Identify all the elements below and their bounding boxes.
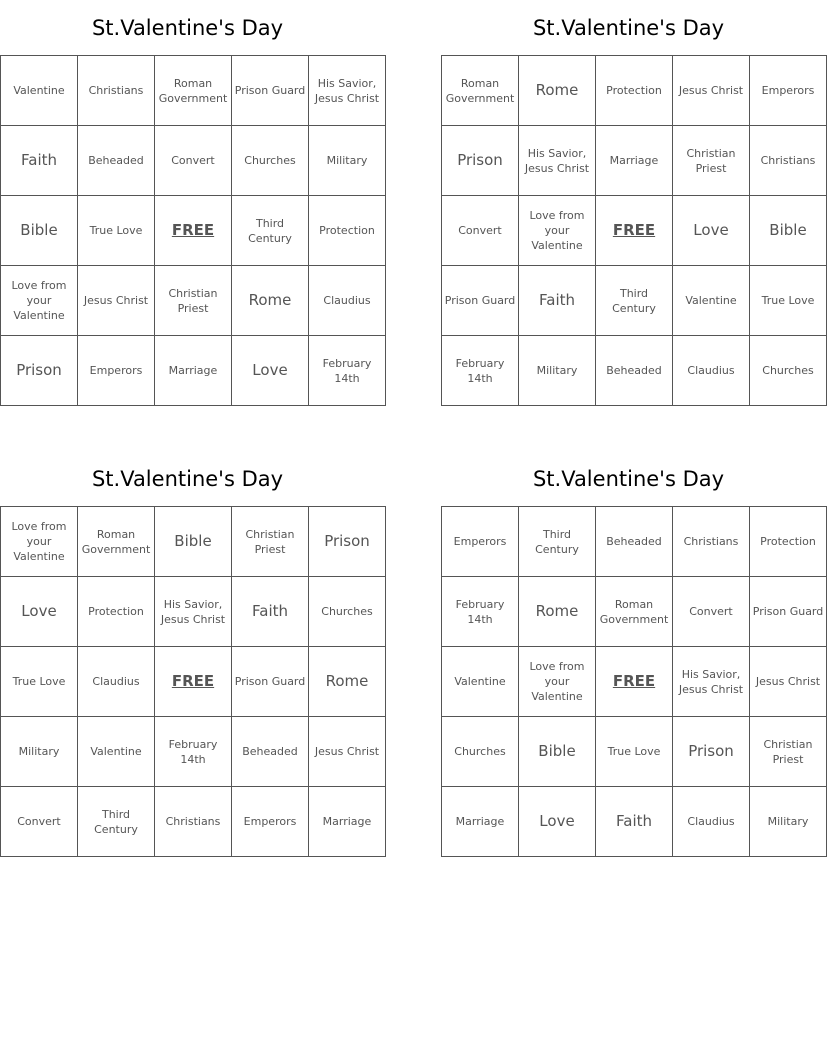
bingo-cell: Valentine [78, 717, 155, 787]
bingo-cell: Love [1, 577, 78, 647]
bingo-cell: His Savior, Jesus Christ [673, 647, 750, 717]
grid-row [442, 196, 827, 266]
bingo-cell: Third Century [519, 507, 596, 577]
grid-row [1, 196, 386, 266]
bingo-cell: Convert [442, 196, 519, 266]
bingo-cell: Military [309, 126, 386, 196]
grid-row [442, 787, 827, 857]
free-space-cell: FREE [155, 647, 232, 717]
bingo-cell: Christians [673, 507, 750, 577]
bingo-grid [0, 506, 386, 857]
bingo-cell: Emperors [232, 787, 309, 857]
bingo-cell: True Love [750, 266, 827, 336]
bingo-cell: Valentine [442, 647, 519, 717]
bingo-cell: Love from your Valentine [519, 196, 596, 266]
grid-row [442, 336, 827, 406]
bingo-cell: Emperors [750, 56, 827, 126]
bingo-cell: Faith [519, 266, 596, 336]
bingo-cell: Prison [673, 717, 750, 787]
bingo-cell: Jesus Christ [673, 56, 750, 126]
grid-row [442, 266, 827, 336]
bingo-cell: Bible [519, 717, 596, 787]
bingo-cell: Protection [750, 507, 827, 577]
bingo-card-3 [0, 451, 380, 857]
bingo-cell: Roman Government [78, 507, 155, 577]
bingo-cell: Prison Guard [442, 266, 519, 336]
grid-row [442, 717, 827, 787]
bingo-cell: Roman Government [442, 56, 519, 126]
bingo-cell: His Savior, Jesus Christ [519, 126, 596, 196]
bingo-cell: Protection [309, 196, 386, 266]
free-space-cell: FREE [155, 196, 232, 266]
grid-row [442, 126, 827, 196]
bingo-cell: Claudius [309, 266, 386, 336]
bingo-cell: Love from your Valentine [519, 647, 596, 717]
bingo-cell: Third Century [232, 196, 309, 266]
bingo-cell: Roman Government [155, 56, 232, 126]
bingo-cell: Christian Priest [750, 717, 827, 787]
card-title: St.Valentine's Day [91, 467, 284, 491]
bingo-cell: Military [519, 336, 596, 406]
bingo-cell: His Savior, Jesus Christ [309, 56, 386, 126]
bingo-grid [441, 506, 827, 857]
grid-row [1, 126, 386, 196]
bingo-cell: Prison [442, 126, 519, 196]
grid-row [1, 787, 386, 857]
bingo-cell: Emperors [78, 336, 155, 406]
bingo-cell: Jesus Christ [78, 266, 155, 336]
grid-row [1, 717, 386, 787]
bingo-card-4 [441, 451, 824, 857]
bingo-cell: Prison Guard [750, 577, 827, 647]
card-title: St.Valentine's Day [532, 16, 725, 40]
bingo-cell: Love [673, 196, 750, 266]
bingo-cell: Love from your Valentine [1, 507, 78, 577]
bingo-cell: True Love [596, 717, 673, 787]
bingo-cell: Convert [1, 787, 78, 857]
bingo-cell: Churches [750, 336, 827, 406]
bingo-cell: Faith [232, 577, 309, 647]
bingo-cell: Valentine [673, 266, 750, 336]
bingo-cell: February 14th [155, 717, 232, 787]
bingo-cell: Prison Guard [232, 56, 309, 126]
bingo-cell: Rome [519, 56, 596, 126]
grid-row [1, 647, 386, 717]
bingo-card-1 [0, 0, 380, 406]
bingo-card-2 [441, 0, 816, 406]
bingo-cell: Marriage [442, 787, 519, 857]
bingo-cell: February 14th [442, 336, 519, 406]
bingo-cell: Beheaded [232, 717, 309, 787]
bingo-cell: Prison Guard [232, 647, 309, 717]
bingo-cell: Churches [442, 717, 519, 787]
bingo-cell: Prison [1, 336, 78, 406]
card-title: St.Valentine's Day [91, 16, 284, 40]
grid-row [442, 577, 827, 647]
bingo-grid [441, 55, 827, 406]
grid-row [442, 507, 827, 577]
bingo-cell: Rome [519, 577, 596, 647]
bingo-cell: Marriage [309, 787, 386, 857]
bingo-cell: Beheaded [596, 507, 673, 577]
grid-row [1, 56, 386, 126]
bingo-cell: Claudius [673, 336, 750, 406]
bingo-cell: Prison [309, 507, 386, 577]
bingo-cell: Protection [596, 56, 673, 126]
bingo-cell: Love [232, 336, 309, 406]
bingo-cell: Churches [309, 577, 386, 647]
free-space-cell: FREE [596, 196, 673, 266]
bingo-cell: Claudius [673, 787, 750, 857]
grid-row [442, 647, 827, 717]
free-space-cell: FREE [596, 647, 673, 717]
bingo-cell: Emperors [442, 507, 519, 577]
card-title: St.Valentine's Day [532, 467, 725, 491]
bingo-grid [0, 55, 386, 406]
bingo-cell: Valentine [1, 56, 78, 126]
grid-row [1, 577, 386, 647]
bingo-cell: Roman Government [596, 577, 673, 647]
bingo-cell: Military [750, 787, 827, 857]
grid-row [1, 507, 386, 577]
bingo-cell: Jesus Christ [750, 647, 827, 717]
bingo-cell: Christians [750, 126, 827, 196]
bingo-cell: Third Century [78, 787, 155, 857]
bingo-cell: Claudius [78, 647, 155, 717]
bingo-cell: Convert [673, 577, 750, 647]
bingo-cell: Rome [232, 266, 309, 336]
bingo-cell: Love from your Valentine [1, 266, 78, 336]
bingo-cell: True Love [78, 196, 155, 266]
bingo-cell: Convert [155, 126, 232, 196]
grid-row [1, 336, 386, 406]
bingo-cell: Bible [155, 507, 232, 577]
bingo-cell: Beheaded [596, 336, 673, 406]
bingo-cell: Jesus Christ [309, 717, 386, 787]
bingo-cell: Protection [78, 577, 155, 647]
bingo-cell: Military [1, 717, 78, 787]
bingo-cell: Christians [155, 787, 232, 857]
grid-row [1, 266, 386, 336]
bingo-cell: Bible [1, 196, 78, 266]
bingo-cell: February 14th [442, 577, 519, 647]
bingo-cell: Marriage [596, 126, 673, 196]
bingo-cell: Churches [232, 126, 309, 196]
grid-row [442, 56, 827, 126]
bingo-cell: Christians [78, 56, 155, 126]
bingo-cell: True Love [1, 647, 78, 717]
bingo-cell: Rome [309, 647, 386, 717]
bingo-cell: Bible [750, 196, 827, 266]
bingo-cell: Marriage [155, 336, 232, 406]
bingo-cell: Christian Priest [232, 507, 309, 577]
bingo-cell: Beheaded [78, 126, 155, 196]
bingo-cell: Christian Priest [155, 266, 232, 336]
bingo-cell: Love [519, 787, 596, 857]
bingo-cell: His Savior, Jesus Christ [155, 577, 232, 647]
bingo-cell: Christian Priest [673, 126, 750, 196]
bingo-cell: Faith [596, 787, 673, 857]
bingo-cell: February 14th [309, 336, 386, 406]
bingo-cell: Faith [1, 126, 78, 196]
bingo-cell: Third Century [596, 266, 673, 336]
